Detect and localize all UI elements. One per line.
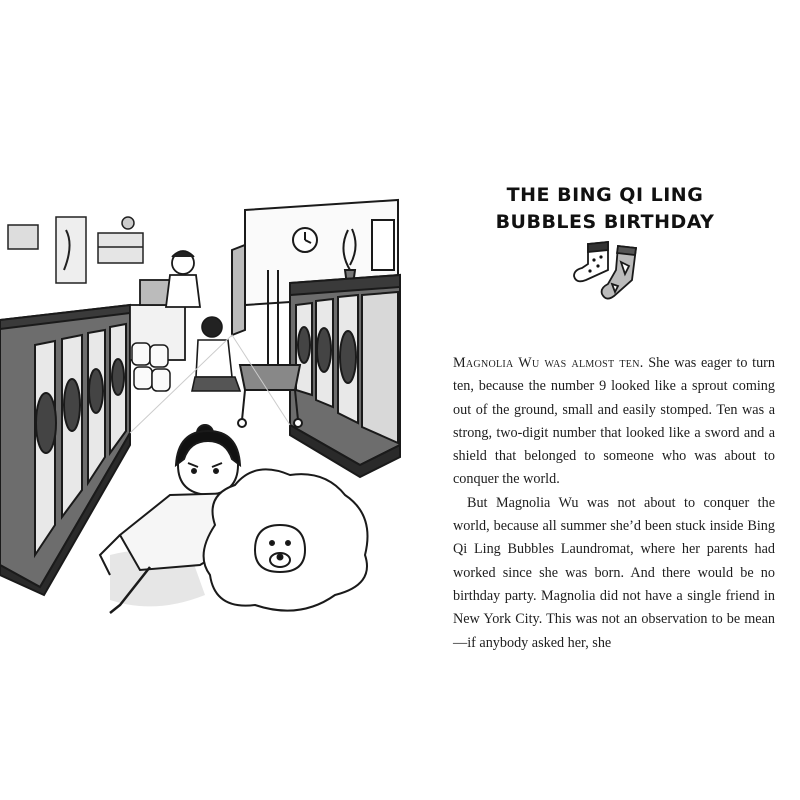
sock-pair-icon bbox=[566, 240, 646, 302]
chapter-title bbox=[470, 182, 740, 236]
chapter-title-line-1: THE BING QI LING bbox=[506, 184, 704, 206]
laundry-bags bbox=[132, 343, 170, 391]
paragraph-2: But Magnolia Wu was not about to conquer the world, because all summer she’d been stuck inside Bing Qi Ling Bubbles Laundromat, where her parents had worked since she was born. And there would be no birthday party. Magnolia did not have a single friend in New York City. This was not an observation to be mean—if anybody asked her, she bbox=[453, 494, 775, 651]
paragraph-1-rest: She was eager to turn ten, because the number 9 looked like a sprout coming out of the ground, small and easily stomped. Ten was a strong, two-digit number that looked like a sword and a shield that belonged to someone who was about to conquer the world. bbox=[453, 355, 775, 488]
wall-decor bbox=[8, 217, 143, 283]
left-washers bbox=[0, 305, 130, 595]
paragraph-1 bbox=[453, 352, 775, 492]
bulldog-icon bbox=[204, 469, 368, 610]
chapter-title-line-2: BUBBLES BIRTHDAY bbox=[495, 211, 715, 233]
paragraph-1-lead: Magnolia Wu was almost ten. bbox=[453, 355, 644, 371]
chapter-body bbox=[453, 352, 775, 655]
laundromat-illustration bbox=[0, 195, 410, 640]
